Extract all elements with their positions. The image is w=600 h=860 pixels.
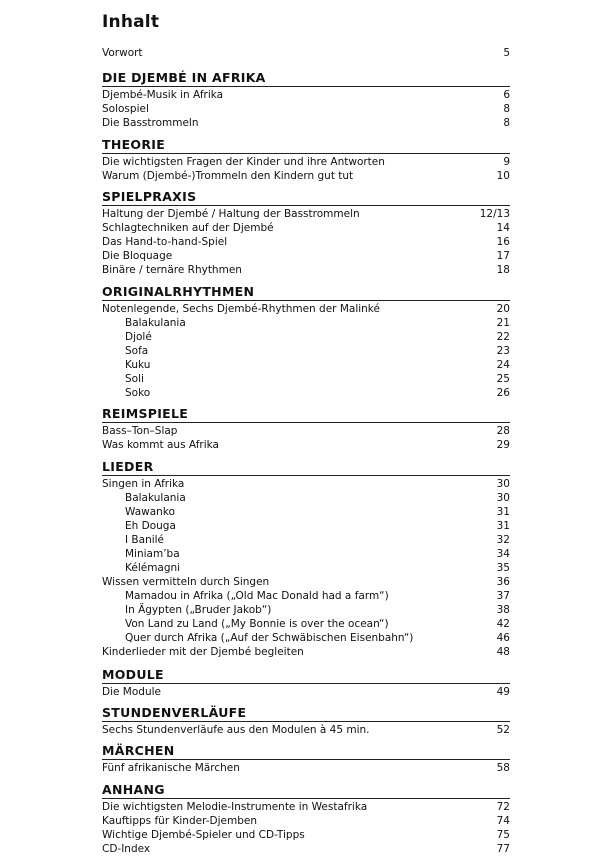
entry-title: Die Basstrommeln xyxy=(102,117,199,129)
entry-page: 21 xyxy=(496,317,510,329)
toc-entry[interactable] xyxy=(102,645,510,659)
entry-page: 22 xyxy=(496,331,510,343)
section-heading: ORIGINALRHYTHMEN xyxy=(102,283,510,301)
entry-page: 30 xyxy=(496,478,510,490)
toc-entry[interactable] xyxy=(102,249,510,263)
entry-page: 23 xyxy=(496,345,510,357)
entry-page: 20 xyxy=(496,303,510,315)
toc-entry[interactable] xyxy=(102,575,510,589)
toc-entry[interactable] xyxy=(102,358,510,372)
entry-page: 38 xyxy=(496,604,510,616)
toc-entry[interactable] xyxy=(102,828,510,842)
toc-entry[interactable] xyxy=(102,589,510,603)
toc-entry[interactable] xyxy=(102,800,510,814)
toc-entry[interactable] xyxy=(102,263,510,277)
toc-entry[interactable] xyxy=(102,88,510,102)
entry-page: 49 xyxy=(496,686,510,698)
entry-title: Wissen vermitteln durch Singen xyxy=(102,576,270,588)
entry-title: Notenlegende, Sechs Djembé-Rhythmen der Malinké xyxy=(102,303,380,315)
entry-title: In Ägypten („Bruder Jakob“) xyxy=(125,604,272,616)
entry-title: Von Land zu Land („My Bonnie is over the ocean“) xyxy=(125,618,389,630)
toc-entry[interactable] xyxy=(102,155,510,169)
entry-page: 17 xyxy=(496,250,510,262)
entry-title: Das Hand-to-hand-Spiel xyxy=(102,236,228,248)
entry-page: 52 xyxy=(496,724,510,736)
toc-entry[interactable] xyxy=(102,235,510,249)
entry-title: Soli xyxy=(125,373,144,385)
toc-entry[interactable] xyxy=(102,330,510,344)
toc-entry[interactable] xyxy=(102,533,510,547)
entry-title: Kinderlieder mit der Djembé begleiten xyxy=(102,646,304,658)
section-heading: SPIELPRAXIS xyxy=(102,188,510,206)
entry-page: 25 xyxy=(496,373,510,385)
entry-page: 10 xyxy=(496,170,510,182)
toc-entry[interactable] xyxy=(102,116,510,130)
entry-title: Die Module xyxy=(102,686,161,698)
entry-page: 28 xyxy=(496,425,510,437)
toc-section xyxy=(102,188,510,277)
entry-page: 37 xyxy=(496,590,510,602)
toc-entry[interactable] xyxy=(102,207,510,221)
entry-title: Binäre / ternäre Rhythmen xyxy=(102,264,242,276)
toc-section xyxy=(102,136,510,183)
toc-section xyxy=(102,283,510,400)
toc-section xyxy=(102,742,510,775)
entry-page: 16 xyxy=(496,236,510,248)
entry-page: 74 xyxy=(496,815,510,827)
toc-entry[interactable] xyxy=(102,316,510,330)
section-heading: MODULE xyxy=(102,666,510,684)
entry-title: Miniam’ba xyxy=(125,548,180,560)
toc-entry[interactable] xyxy=(102,424,510,438)
toc-entry[interactable] xyxy=(102,685,510,699)
toc-entry[interactable] xyxy=(102,617,510,631)
toc-entry[interactable] xyxy=(102,169,510,183)
entry-title: Quer durch Afrika („Auf der Schwäbischen Eisenbahn“) xyxy=(125,632,414,644)
entry-title: Kuku xyxy=(125,359,151,371)
toc-entry[interactable] xyxy=(102,761,510,775)
entry-title: Singen in Afrika xyxy=(102,478,185,490)
entry-title: Wichtige Djembé-Spieler und CD-Tipps xyxy=(102,829,305,841)
entry-title: Schlagtechniken auf der Djembé xyxy=(102,222,274,234)
entry-title: Mamadou in Afrika („Old Mac Donald had a farm“) xyxy=(125,590,389,602)
toc-entry[interactable] xyxy=(102,386,510,400)
entry-page: 42 xyxy=(496,618,510,630)
section-heading: DIE DJEMBÉ IN AFRIKA xyxy=(102,69,510,87)
toc-section xyxy=(102,69,510,130)
toc-section xyxy=(102,781,510,856)
entry-title: Warum (Djembé-)Trommeln den Kindern gut tut xyxy=(102,170,354,182)
toc-entry[interactable] xyxy=(102,723,510,737)
entry-page: 31 xyxy=(496,506,510,518)
toc-entry[interactable] xyxy=(102,102,510,116)
entry-page: 75 xyxy=(496,829,510,841)
entry-page: 18 xyxy=(496,264,510,276)
entry-title: Djembé-Musik in Afrika xyxy=(102,89,224,101)
entry-page: 31 xyxy=(496,520,510,532)
entry-title: Wawanko xyxy=(125,506,175,518)
entry-title: Sechs Stundenverläufe aus den Modulen à 45 min. xyxy=(102,724,370,736)
toc-entry[interactable] xyxy=(102,46,510,60)
toc-section xyxy=(102,46,510,60)
toc-section xyxy=(102,666,510,699)
section-heading: MÄRCHEN xyxy=(102,742,510,760)
entry-page: 12/13 xyxy=(479,208,510,220)
entry-page: 6 xyxy=(503,89,510,101)
toc-entry[interactable] xyxy=(102,814,510,828)
entry-title: Was kommt aus Afrika xyxy=(102,439,219,451)
section-heading: THEORIE xyxy=(102,136,510,154)
section-heading: REIMSPIELE xyxy=(102,405,510,423)
toc-entry[interactable] xyxy=(102,372,510,386)
toc-entry[interactable] xyxy=(102,344,510,358)
toc-section xyxy=(102,704,510,737)
entry-page: 77 xyxy=(496,843,510,855)
entry-title: Bass–Ton–Slap xyxy=(102,425,178,437)
section-heading: LIEDER xyxy=(102,458,510,476)
entry-title: Vorwort xyxy=(102,47,143,59)
entry-title: Kauftipps für Kinder-Djemben xyxy=(102,815,257,827)
entry-title: Die wichtigsten Fragen der Kinder und ihre Antworten xyxy=(102,156,385,168)
entry-title: CD-Index xyxy=(102,843,151,855)
entry-title: Balakulania xyxy=(125,492,186,504)
entry-page: 30 xyxy=(496,492,510,504)
toc-entry[interactable] xyxy=(102,477,510,491)
entry-title: Die wichtigsten Melodie-Instrumente in Westafrika xyxy=(102,801,368,813)
entry-page: 58 xyxy=(496,762,510,774)
toc-entry[interactable] xyxy=(102,505,510,519)
toc-entry[interactable] xyxy=(102,491,510,505)
entry-title: Balakulania xyxy=(125,317,186,329)
entry-page: 14 xyxy=(496,222,510,234)
entry-page: 8 xyxy=(503,117,510,129)
entry-title: Djolé xyxy=(125,331,152,343)
entry-page: 72 xyxy=(496,801,510,813)
entry-page: 32 xyxy=(496,534,510,546)
toc-section xyxy=(102,458,510,659)
toc-entry[interactable] xyxy=(102,302,510,316)
entry-page: 36 xyxy=(496,576,510,588)
section-heading: STUNDENVERLÄUFE xyxy=(102,704,510,722)
entry-title: Haltung der Djembé / Haltung der Basstrommeln xyxy=(102,208,360,220)
toc-entry[interactable] xyxy=(102,631,510,645)
page-title: Inhalt xyxy=(102,12,160,32)
entry-title: Die Bloquage xyxy=(102,250,173,262)
entry-page: 46 xyxy=(496,632,510,644)
entry-title: Eh Douga xyxy=(125,520,176,532)
entry-title: Soko xyxy=(125,387,151,399)
toc-entry[interactable] xyxy=(102,842,510,856)
entry-title: I Banilé xyxy=(125,534,165,546)
entry-page: 29 xyxy=(496,439,510,451)
entry-page: 5 xyxy=(503,47,510,59)
entry-page: 9 xyxy=(503,156,510,168)
toc-section xyxy=(102,405,510,452)
section-heading: ANHANG xyxy=(102,781,510,799)
entry-page: 48 xyxy=(496,646,510,658)
entry-page: 24 xyxy=(496,359,510,371)
toc-entry[interactable] xyxy=(102,547,510,561)
toc-entry[interactable] xyxy=(102,519,510,533)
entry-page: 26 xyxy=(496,387,510,399)
toc-entry[interactable] xyxy=(102,561,510,575)
toc-entry[interactable] xyxy=(102,438,510,452)
entry-title: Kélémagni xyxy=(125,562,181,574)
entry-page: 35 xyxy=(496,562,510,574)
entry-title: Sofa xyxy=(125,345,149,357)
toc-entry[interactable] xyxy=(102,221,510,235)
entry-page: 34 xyxy=(496,548,510,560)
toc-entry[interactable] xyxy=(102,603,510,617)
entry-title: Solospiel xyxy=(102,103,149,115)
entry-title: Fünf afrikanische Märchen xyxy=(102,762,240,774)
entry-page: 8 xyxy=(503,103,510,115)
